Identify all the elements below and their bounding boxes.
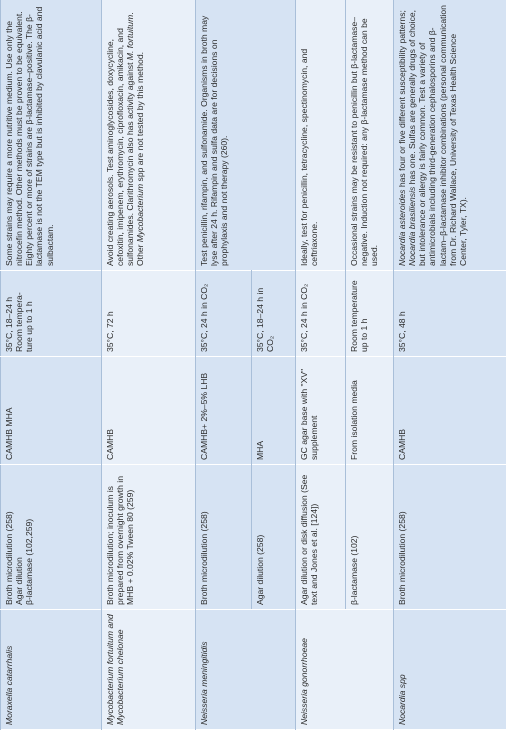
organism-cell: Mycobacterium fortuitum and Mycobacterium chelonae [102,610,196,730]
medium-cell: MHA [252,357,296,465]
incubation-line: 35°C, 18–24 h [4,296,14,352]
comments-cell: Ideally, test for penicillin, tetracycline, spectinomycin, and ceftriaxone. [296,0,346,271]
table-row [102,0,196,730]
medium-cell: CAMHB MHA [1,357,102,465]
method-line: Agar dilution [14,557,25,605]
method-cell: Agar dilution (258) [252,465,296,610]
comment-text: has four or five different susceptibility patterns; [397,10,407,190]
method-cell: Agar dilution or disk diffusion (See text and Jones et al. [124]) [296,465,346,610]
medium-cell: CAMHB [102,357,196,465]
method-line: Broth microdilution (258) [4,511,14,605]
organism-cell: Moraxella catarrhalis [1,610,102,730]
comment-text: Avoid creating aerosols. Test aminoglycosides, doxycycline, cefoxitin, imipenem, erythromycin, ciprofloxacin, amikacin, and sulfonamides. Clarithromycin also has activity against [105,28,136,266]
table-row [196,0,252,730]
comment-species: Nocardia brasiliensis [407,186,418,266]
comments-cell: Some strains may require a more nutritive medium. Use only the nitrocefin method. Other methods must be proven to be equivalent. Eighty percent or more of strains are β-lactamase–positive. The β-lactamase is not the TEM type but is inhibited by clavulanic acid and sulbactam. [1,0,102,271]
method-cell: Broth microdilution; inoculum is prepared from overnight growth in MHB + 0.02% Tween 80 (259) [102,465,196,610]
organism-cell: Neisseria gonorrhoeae [296,610,394,730]
incubation-cell: 35°C, 48 h [394,271,506,357]
method-cell: Broth microdilution (258) [196,465,252,610]
incubation-cell: Room temperature up to 1 h [346,271,394,357]
incubation-line: ture up to 1 h [24,301,35,352]
comment-species: M. fortuitum [125,14,136,61]
comments-cell [102,0,196,271]
incubation-cell [1,271,102,357]
incubation-cell: 35°C, 24 h in CO₂ [196,271,252,357]
method-cell [1,465,102,610]
comments-cell: Occasional strains may be resistant to penicillin but β-lactamase–negative. Induction not required: any β-lactamase method can be used. [346,0,394,271]
comment-text: has one. Sulfas are generally drugs of choice, but intolerance or allergy is fairly common. Test a variety of antimicrobials including third-generation cephalosporins and β-lactam–β-lactamase inhibitor combinations (personal communication from Dr. Richard Wallace, University of Texas Health Science Center, Tyler, TX). [407,5,468,266]
medium-cell: CAMHB [394,357,506,465]
table-row [296,0,346,730]
method-cell: Broth microdilution (258) [394,465,506,610]
comment-species: Nocardia asteroides [397,189,407,266]
comments-cell [394,0,506,271]
table-row [1,0,102,730]
comments-cell: Test penicillin, rifampin, and sulfonamide. Organisms in broth may lyse after 24 h. Rifampin and sulfa data are for decisions on prophylaxis and not therapy (260). [196,0,296,271]
method-cell: β-lactamase (102) [346,465,394,610]
medium-cell: CAMHB+ 2%–5% LHB [196,357,252,465]
method-line: β-lactamase (102,259) [24,518,35,605]
table-row [394,0,506,730]
comment-text: spp are not tested by this method. [135,51,146,184]
incubation-cell: 35°C, 72 h [102,271,196,357]
incubation-cell: 35°C, 18–24 h in CO₂ [252,271,296,357]
medium-cell: GC agar base with "XV" supplement [296,357,346,465]
organism-cell: Nocardia spp [394,610,506,730]
comment-text: . Other [125,12,146,266]
comment-genus: Mycobacterium [135,183,146,243]
incubation-cell: 35°C, 24 h in CO₂ [296,271,346,357]
medium-cell: From isolation media [346,357,394,465]
incubation-line: Room tempera- [14,292,25,352]
organism-cell: Neisseria meningitidis [196,610,296,730]
